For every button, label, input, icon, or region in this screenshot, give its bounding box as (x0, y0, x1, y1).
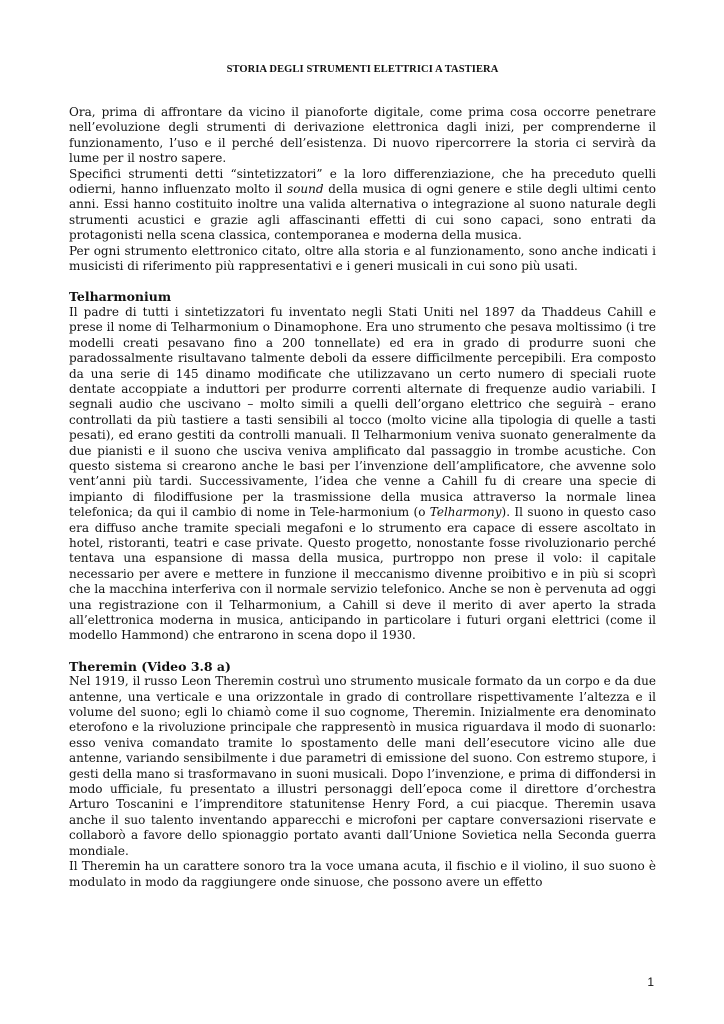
intro-paragraph-2-text: Specifici strumenti detti “sintetizzatori” e la loro differenziazione, che ha preceduto quelli odierni, hanno influenzato molto il (69, 166, 656, 197)
document-title: STORIA DEGLI STRUMENTI ELETTRICI A TASTIERA (226, 64, 499, 75)
telharmony-italic: Telharmony (429, 505, 502, 520)
section-heading-telharmonium: Telharmonium (69, 289, 172, 305)
theremin-paragraph-2: Il Theremin ha un carattere sonoro tra la voce umana acuta, il fischio e il violino, il suo suono è modulato in modo da raggiungere onde sinuose, che possono avere un effetto (69, 859, 656, 889)
intro-paragraph-2-text-cont: della musica di ogni genere e stile degli ultimi cento anni. Essi hanno costituito inoltre una valida alternativa o integrazione al suono naturale degli strumenti acustici e grazie agli affascinanti effetti di cui sono capaci, sono entrati da protagonisti nella scena classica, contemporanea e moderna della musica. (69, 182, 656, 243)
page-number: 1 (647, 975, 654, 989)
section-gap (69, 644, 656, 659)
section-heading-theremin: Theremin (Video 3.8 a) (69, 658, 231, 674)
section-gap (69, 274, 656, 289)
intro-paragraph-3: Per ogni strumento elettronico citato, oltre alla storia e al funzionamento, sono anche indicati i musicisti di riferimento più rappresentativi e i generi musicali in cui sono più usati. (69, 243, 656, 274)
sound-italic: sound (287, 182, 324, 197)
intro-paragraph-2 (69, 167, 656, 244)
telharmonium-text-cont: ). Il suono in questo caso era diffuso anche tramite speciali megafoni e lo strumento era capace di essere ascoltato in hotel, ristoranti, teatri e case private. Questo progetto, nonostante fosse rivoluzionario perché tentava una espansione di massa della musica, purtroppo non prese il volo: il capitale necessario per avere e mettere in funzione il meccanismo divenne proibitivo e in più si scoprì che la macchina interferiva con il normale servizio telefonico. Anche se non è pervenuta ad oggi una registrazione con il Telharmonium, a Cahill si deve il merito di aver aperto la strada all’elettronica moderna in musica, anticipando in particolare i futuri organi elettrici (come il modello Hammond) che entrarono in scena dopo il 1930. (69, 505, 656, 643)
intro-paragraph-1: Ora, prima di affrontare da vicino il pianoforte digitale, come prima cosa occorre penetrare nell’evoluzione degli strumenti di derivazione elettronica dagli inizi, per comprenderne il funzionamento, l’uso e il perché dell’esistenza. Di nuovo ripercorrere la storia ci servirà da lume per il nostro sapere. (69, 105, 656, 166)
theremin-paragraph-1: Nel 1919, il russo Leon Theremin costruì uno strumento musicale formato da un corpo e da due antenne, una verticale e una orizzontale in grado di controllare rispettivamente l’altezza e il volume del suono; egli lo chiamò come il suo cognome, Theremin. Inizialmente era denominato eterofono e la rivoluzione principale che rappresentò in musica riguardava il modo di suonarlo: esso veniva comandato tramite lo spostamento delle mani dell’esecutore vicino alle due antenne, variando sensibilmente i due parametri di emissione del suono. Con estremo stupore, i gesti della mano si trasformavano in suoni musicali. Dopo l’invenzione, e prima di diffondersi in modo ufficiale, fu presentato a illustri personaggi dell’epoca come il direttore d’orchestra Arturo Toscanini e l’imprenditore statunitense Henry Ford, a cui piacque. Theremin usava anche il suo talento inventando apparecchi e microfoni per captare conversazioni riservate e collaborò a favore dello spionaggio portato avanti dall’Unione Sovietica nella Seconda guerra mondiale. (69, 674, 656, 858)
telharmonium-text: Il padre di tutti i sintetizzatori fu inventato negli Stati Uniti nel 1897 da Thaddeus Cahill e prese il nome di Telharmonium o Dinamophone. Era uno strumento che pesava moltissimo (i tre modelli creati pesavano fino a 200 tonnellate) ed era in grado di produrre suoni che paradossalmente risultavano talmente deboli da essere difficilmente percepibili. Era composto da una serie di 145 dinamo modificate che utilizzavano un certo numero di speciali ruote dentate accoppiate a induttori per produrre correnti alternate di frequenze audio variabili. I segnali audio che uscivano – molto simili a quelli dell’organo elettrico che seguirà – erano controllati da più tastiere a tasti sensibili al tocco (molto vicine alla tipologia di quelle a tasti pesati), ed erano gestiti da controlli manuali. Il Telharmonium veniva suonato generalmente da due pianisti e il suono che usciva veniva amplificato dal passaggio in trombe acustiche. Con questo sistema si crearono anche le basi per l’invenzione dell’amplificatore, che avvenne solo vent’anni più tardi. Successivamente, l’idea che venne a Cahill fu di creare una specie di impianto di filodiffusione per la trasmissione della musica attraverso la normale linea telefonica; da qui il cambio di nome in Tele-harmonium (o (69, 304, 656, 520)
telharmonium-paragraph (69, 305, 656, 644)
document-page (69, 64, 656, 890)
